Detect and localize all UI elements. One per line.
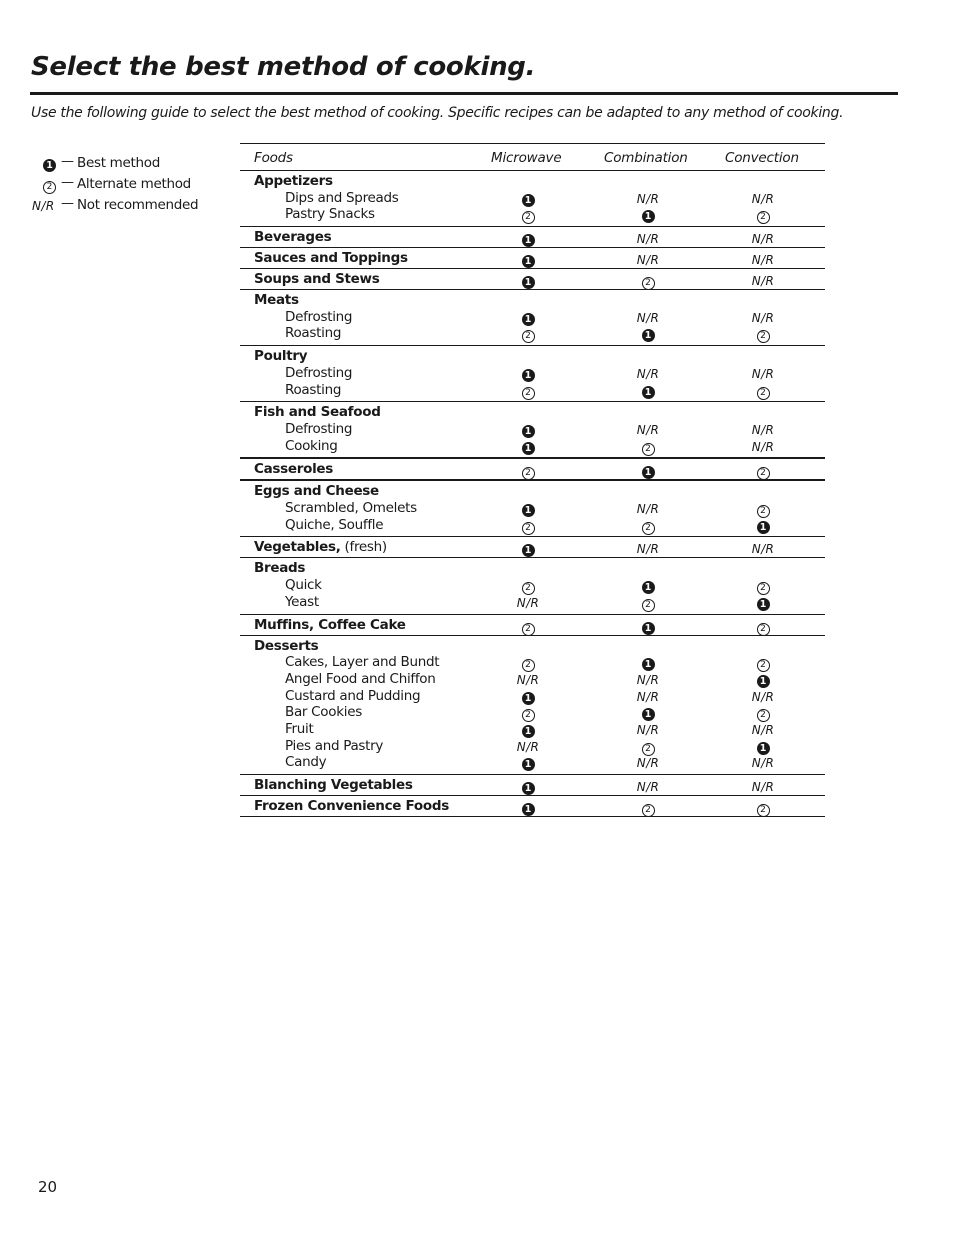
- legend-label: Alternate method: [77, 176, 191, 192]
- not-recommended-label: N/R: [32, 199, 55, 213]
- best-method-icon: 1: [522, 234, 535, 247]
- convection-rating: [743, 541, 783, 556]
- table-row: [240, 290, 825, 346]
- legend-dash: —: [61, 175, 74, 190]
- food-category-label: Fish and Seafood: [254, 404, 381, 421]
- alternate-method-icon: 2: [642, 443, 655, 456]
- food-category-label: Muffins, Coffee Cake: [254, 616, 406, 633]
- microwave-rating: [508, 779, 548, 795]
- food-item: Defrosting: [285, 308, 353, 325]
- food-category: [254, 617, 406, 634]
- convection-rating: [743, 383, 783, 400]
- best-method-icon: 1: [522, 758, 535, 771]
- best-method-icon: 1: [522, 725, 535, 738]
- legend-mark: [43, 153, 56, 172]
- not-recommended-label: N/R: [636, 756, 660, 771]
- food-item: Yeast: [285, 593, 319, 610]
- best-method-icon: 1: [522, 803, 535, 816]
- microwave-rating: [508, 231, 548, 247]
- microwave-rating: [508, 672, 548, 687]
- food-category: [254, 404, 381, 421]
- convection-rating: [743, 672, 783, 688]
- header-foods: Foods: [254, 150, 293, 166]
- combination-rating: [628, 739, 668, 756]
- food-category-label: Sauces and Toppings: [254, 250, 408, 267]
- best-method-icon: 1: [522, 194, 535, 207]
- combination-rating: [628, 463, 668, 479]
- convection-rating: [743, 705, 783, 722]
- food-item: Defrosting: [285, 364, 353, 381]
- microwave-rating: [508, 326, 548, 343]
- convection-rating: [743, 422, 783, 437]
- food-category-note: (fresh): [340, 539, 387, 556]
- best-method-icon: 1: [522, 425, 535, 438]
- convection-rating: [743, 310, 783, 325]
- combination-rating: [628, 541, 668, 556]
- table-row: [240, 227, 825, 248]
- food-category-label: Beverages: [254, 229, 332, 246]
- best-method-icon: 1: [642, 386, 655, 399]
- alternate-method-icon: 2: [642, 599, 655, 612]
- not-recommended-label: N/R: [751, 274, 775, 289]
- microwave-rating: [508, 252, 548, 268]
- not-recommended-label: N/R: [751, 439, 775, 454]
- not-recommended-label: N/R: [636, 542, 660, 557]
- table-row: [240, 248, 825, 269]
- not-recommended-label: N/R: [751, 689, 775, 704]
- convection-rating: [743, 578, 783, 595]
- microwave-rating: [508, 191, 548, 207]
- combination-rating: [628, 191, 668, 206]
- food-item: Roasting: [285, 381, 342, 398]
- microwave-rating: [508, 739, 548, 754]
- convection-rating: [743, 326, 783, 343]
- cooking-method-table: [240, 143, 825, 817]
- combination-rating: [628, 722, 668, 737]
- best-method-icon: 1: [522, 313, 535, 326]
- best-method-icon: 1: [642, 658, 655, 671]
- best-method-icon: 1: [522, 504, 535, 517]
- combination-rating: [628, 705, 668, 721]
- combination-rating: [628, 501, 668, 516]
- not-recommended-label: N/R: [751, 422, 775, 437]
- food-category: [254, 777, 413, 794]
- food-item: Pastry Snacks: [285, 206, 375, 223]
- microwave-rating: [508, 439, 548, 455]
- not-recommended-label: N/R: [636, 672, 660, 687]
- microwave-rating: [508, 689, 548, 705]
- convection-rating: [743, 722, 783, 737]
- not-recommended-label: N/R: [751, 310, 775, 325]
- legend-mark: [43, 174, 56, 194]
- title-divider: [30, 92, 898, 95]
- best-method-icon: 1: [522, 544, 535, 557]
- food-item: Candy: [285, 754, 327, 771]
- best-method-icon: 1: [757, 521, 770, 534]
- alternate-method-icon: 2: [642, 743, 655, 756]
- alternate-method-icon: 2: [757, 467, 770, 480]
- page-title: Select the best method of cooking.: [31, 52, 536, 82]
- food-category: [254, 229, 331, 246]
- not-recommended-label: N/R: [751, 756, 775, 771]
- not-recommended-label: N/R: [751, 366, 775, 381]
- best-method-icon: 1: [757, 675, 770, 688]
- not-recommended-label: N/R: [636, 310, 660, 325]
- not-recommended-label: N/R: [516, 672, 540, 687]
- combination-rating: [628, 252, 668, 267]
- food-item: Custard and Pudding: [285, 687, 421, 704]
- best-method-icon: 1: [522, 442, 535, 455]
- food-category-label: Desserts: [254, 637, 319, 654]
- food-item: Angel Food and Chiffon: [285, 670, 436, 687]
- alternate-method-icon: 2: [642, 804, 655, 817]
- best-method-icon: 1: [43, 159, 56, 172]
- not-recommended-label: N/R: [516, 595, 540, 610]
- food-category: [254, 798, 449, 815]
- convection-rating: [743, 231, 783, 246]
- best-method-icon: 1: [757, 598, 770, 611]
- page-number: 20: [38, 1178, 58, 1196]
- alternate-method-icon: 2: [522, 211, 535, 224]
- food-category: [254, 483, 379, 500]
- food-category: [254, 250, 408, 267]
- microwave-rating: [508, 800, 548, 816]
- combination-rating: [628, 779, 668, 794]
- combination-rating: [628, 383, 668, 399]
- table-body: [240, 171, 825, 817]
- not-recommended-label: N/R: [636, 723, 660, 738]
- not-recommended-label: N/R: [751, 780, 775, 795]
- not-recommended-label: N/R: [516, 739, 540, 754]
- combination-rating: [628, 518, 668, 535]
- best-method-icon: 1: [522, 692, 535, 705]
- food-category: [254, 638, 318, 655]
- alternate-method-icon: 2: [522, 623, 535, 636]
- alternate-method-icon: 2: [757, 623, 770, 636]
- combination-rating: [628, 422, 668, 437]
- best-method-icon: 1: [642, 708, 655, 721]
- convection-rating: [743, 366, 783, 381]
- alternate-method-icon: 2: [642, 277, 655, 290]
- food-item: Cooking: [285, 437, 338, 454]
- combination-rating: [628, 595, 668, 612]
- table-row: [240, 796, 825, 817]
- food-item: Defrosting: [285, 420, 353, 437]
- not-recommended-label: N/R: [636, 422, 660, 437]
- convection-rating: [743, 595, 783, 611]
- microwave-rating: [508, 578, 548, 595]
- food-item: Quick: [285, 577, 322, 594]
- microwave-rating: [508, 595, 548, 610]
- best-method-icon: 1: [757, 742, 770, 755]
- table-row: [240, 615, 825, 636]
- alternate-method-icon: 2: [522, 330, 535, 343]
- best-method-icon: 1: [642, 329, 655, 342]
- combination-rating: [628, 366, 668, 381]
- not-recommended-label: N/R: [636, 232, 660, 247]
- alternate-method-icon: 2: [522, 709, 535, 722]
- convection-rating: [743, 252, 783, 267]
- not-recommended-label: N/R: [751, 253, 775, 268]
- alternate-method-icon: 2: [757, 709, 770, 722]
- microwave-rating: [508, 501, 548, 517]
- microwave-rating: [508, 755, 548, 771]
- food-category-label: Blanching Vegetables: [254, 777, 413, 794]
- alternate-method-icon: 2: [522, 582, 535, 595]
- combination-rating: [628, 655, 668, 671]
- alternate-method-icon: 2: [642, 522, 655, 535]
- intro-text: Use the following guide to select the best method of cooking. Specific recipes can be adapted to any method of cooking.: [31, 105, 844, 121]
- alternate-method-icon: 2: [757, 582, 770, 595]
- table-row: [240, 537, 825, 558]
- convection-rating: [743, 655, 783, 672]
- convection-rating: [743, 501, 783, 518]
- food-item: Dips and Spreads: [285, 189, 399, 206]
- not-recommended-label: N/R: [636, 502, 660, 517]
- food-category-label: Vegetables,: [254, 539, 341, 556]
- legend-label: Not recommended: [77, 197, 199, 213]
- not-recommended-label: N/R: [636, 689, 660, 704]
- food-category-label: Casseroles: [254, 461, 333, 478]
- table-header: [240, 144, 825, 171]
- legend-mark: [32, 195, 55, 214]
- not-recommended-label: N/R: [751, 542, 775, 557]
- table-row: [240, 459, 825, 481]
- convection-rating: [743, 191, 783, 206]
- food-category-label: Appetizers: [254, 173, 333, 189]
- food-item: Quiche, Souffle: [285, 516, 384, 533]
- combination-rating: [628, 578, 668, 594]
- convection-rating: [743, 739, 783, 755]
- food-category-label: Soups and Stews: [254, 271, 380, 288]
- food-item: Bar Cookies: [285, 704, 362, 721]
- alternate-method-icon: 2: [522, 659, 535, 672]
- alternate-method-icon: 2: [757, 659, 770, 672]
- microwave-rating: [508, 722, 548, 738]
- food-item: Scrambled, Omelets: [285, 500, 417, 517]
- alternate-method-icon: 2: [43, 181, 56, 194]
- legend: [30, 152, 220, 215]
- convection-rating: [743, 689, 783, 704]
- table-row: [240, 636, 825, 776]
- alternate-method-icon: 2: [757, 804, 770, 817]
- best-method-icon: 1: [642, 622, 655, 635]
- convection-rating: [743, 800, 783, 817]
- alternate-method-icon: 2: [522, 522, 535, 535]
- food-item: Cakes, Layer and Bundt: [285, 654, 440, 671]
- combination-rating: [628, 326, 668, 342]
- microwave-rating: [508, 655, 548, 672]
- not-recommended-label: N/R: [636, 253, 660, 268]
- table-row: [240, 402, 825, 459]
- table-row: [240, 171, 825, 227]
- combination-rating: [628, 310, 668, 325]
- best-method-icon: 1: [642, 210, 655, 223]
- microwave-rating: [508, 273, 548, 289]
- legend-label: Best method: [77, 155, 161, 171]
- alternate-method-icon: 2: [757, 330, 770, 343]
- food-category-label: Poultry: [254, 348, 308, 365]
- combination-rating: [628, 619, 668, 635]
- combination-rating: [628, 231, 668, 246]
- microwave-rating: [508, 619, 548, 636]
- not-recommended-label: N/R: [636, 780, 660, 795]
- alternate-method-icon: 2: [522, 387, 535, 400]
- table-row: [240, 346, 825, 402]
- not-recommended-label: N/R: [636, 366, 660, 381]
- microwave-rating: [508, 422, 548, 438]
- convection-rating: [743, 619, 783, 636]
- microwave-rating: [508, 518, 548, 535]
- best-method-icon: 1: [522, 255, 535, 268]
- food-category-label: Frozen Convenience Foods: [254, 798, 449, 815]
- food-item: Roasting: [285, 325, 342, 342]
- not-recommended-label: N/R: [751, 723, 775, 738]
- convection-rating: [743, 518, 783, 534]
- best-method-icon: 1: [642, 466, 655, 479]
- microwave-rating: [508, 310, 548, 326]
- food-category: [254, 348, 307, 365]
- combination-rating: [628, 273, 668, 290]
- microwave-rating: [508, 463, 548, 480]
- best-method-icon: 1: [522, 782, 535, 795]
- legend-dash: —: [61, 154, 74, 169]
- table-row: [240, 269, 825, 290]
- microwave-rating: [508, 705, 548, 722]
- convection-rating: [743, 463, 783, 480]
- alternate-method-icon: 2: [757, 505, 770, 518]
- microwave-rating: [508, 366, 548, 382]
- food-category: [254, 560, 305, 577]
- convection-rating: [743, 779, 783, 794]
- combination-rating: [628, 439, 668, 456]
- food-item: Pies and Pastry: [285, 737, 384, 754]
- not-recommended-label: N/R: [636, 191, 660, 206]
- header-convection: Convection: [725, 150, 799, 166]
- food-category-label: Breads: [254, 560, 306, 577]
- not-recommended-label: N/R: [751, 232, 775, 247]
- food-category: [254, 539, 387, 556]
- food-category: [254, 173, 333, 190]
- alternate-method-icon: 2: [757, 387, 770, 400]
- legend-item: [30, 152, 220, 173]
- microwave-rating: [508, 541, 548, 557]
- combination-rating: [628, 689, 668, 704]
- table-row: [240, 481, 825, 537]
- microwave-rating: [508, 207, 548, 224]
- legend-item: [30, 194, 220, 215]
- header-combination: Combination: [604, 150, 688, 166]
- convection-rating: [743, 273, 783, 288]
- food-category: [254, 292, 299, 309]
- table-row: [240, 558, 825, 614]
- food-item: Fruit: [285, 721, 314, 738]
- microwave-rating: [508, 383, 548, 400]
- table-row: [240, 775, 825, 796]
- not-recommended-label: N/R: [751, 191, 775, 206]
- food-category-label: Meats: [254, 292, 299, 309]
- convection-rating: [743, 207, 783, 224]
- combination-rating: [628, 672, 668, 687]
- food-category: [254, 461, 333, 478]
- food-category-label: Eggs and Cheese: [254, 483, 379, 500]
- legend-dash: —: [61, 196, 74, 211]
- best-method-icon: 1: [642, 581, 655, 594]
- combination-rating: [628, 207, 668, 223]
- convection-rating: [743, 755, 783, 770]
- best-method-icon: 1: [522, 369, 535, 382]
- convection-rating: [743, 439, 783, 454]
- legend-item: [30, 173, 220, 194]
- combination-rating: [628, 755, 668, 770]
- alternate-method-icon: 2: [522, 467, 535, 480]
- best-method-icon: 1: [522, 276, 535, 289]
- combination-rating: [628, 800, 668, 817]
- food-category: [254, 271, 379, 288]
- header-microwave: Microwave: [491, 150, 562, 166]
- alternate-method-icon: 2: [757, 211, 770, 224]
